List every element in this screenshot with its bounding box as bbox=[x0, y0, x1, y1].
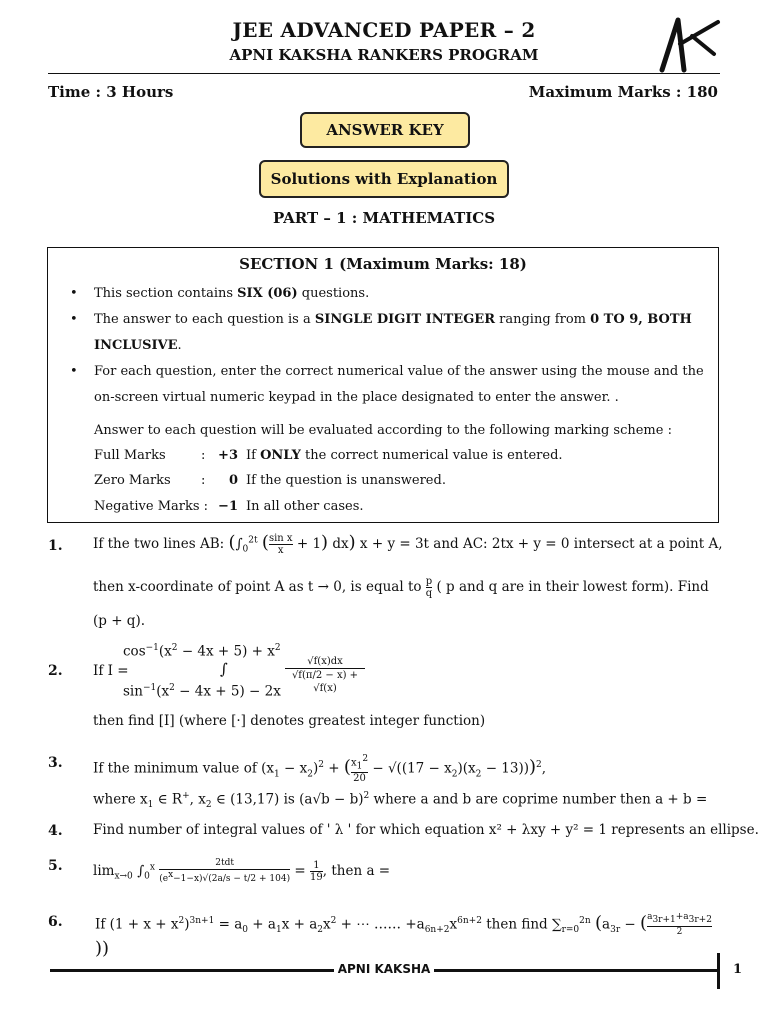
apni-kaksha-logo-icon bbox=[644, 14, 724, 78]
question-number: 4. bbox=[48, 823, 63, 839]
question-6-line: If $(1 + x + x^2)^{3n+1} = a_0 + a_1x + a_2x^2$ + ⋯ …… $+a_{6n+2}x^{6n+2}$ then find $\sum_{r=0}^{2n}$ ($a_{3r}$ − ( $\frac{a_{3r+1}+a_{3r+2}}{2}$ )) bbox=[95, 912, 712, 959]
marking-label: Zero Marks bbox=[94, 473, 171, 488]
question-1-text-2: ( p and q are in their lowest form). Find bbox=[436, 579, 709, 595]
section-title: SECTION 1 (Maximum Marks: 18) bbox=[239, 255, 527, 273]
footer-divider bbox=[50, 969, 334, 972]
bullet-icon: • bbox=[70, 364, 78, 379]
marking-colon: : bbox=[201, 448, 206, 463]
question-1-line-3: (p + q). bbox=[93, 613, 146, 629]
question-3-line-1: If the minimum value of $(x_1 - x_2)^2$ + ( $\frac{x_1^2}{20}$ − $√((17 - x_2)(x_2 - 13)))^2$, bbox=[93, 754, 547, 785]
marking-desc-post: the correct numerical value is entered. bbox=[300, 448, 563, 463]
marking-desc: In all other cases. bbox=[246, 499, 364, 514]
marking-value: −1 bbox=[218, 499, 238, 514]
question-6-if: If bbox=[95, 916, 106, 933]
part-title: PART – 1 : MATHEMATICS bbox=[272, 209, 496, 227]
marking-colon: : bbox=[201, 473, 206, 488]
footer-brand: APNI KAKSHA bbox=[337, 962, 431, 976]
marking-desc-bold: ONLY bbox=[260, 448, 301, 463]
instruction-2-text: The answer to each question is a bbox=[94, 312, 315, 327]
question-6-then: then find bbox=[486, 916, 548, 933]
question-2-line-2: then find [I] (where [·] denotes greatest integer function) bbox=[93, 713, 486, 729]
marking-label: Full Marks bbox=[94, 448, 166, 463]
instruction-2-mid: ranging from bbox=[495, 312, 591, 327]
question-5-text: then a = bbox=[331, 863, 391, 879]
instruction-1-end: questions. bbox=[297, 286, 370, 301]
marking-value: 0 bbox=[228, 473, 238, 488]
question-5-line: $\lim_{x\to 0} \int_0^x$ 2tdt $(e^x-1-x)√(2a/s - t/2 + 104)$ = $\frac{1}{19}$ , then a = bbox=[93, 858, 391, 884]
footer-page-bar bbox=[717, 953, 720, 989]
scheme-intro: Answer to each question will be evaluated according to the following marking scheme : bbox=[94, 423, 672, 438]
exam-max-marks: Maximum Marks : 180 bbox=[528, 83, 718, 101]
question-3-line-2: where $x_1$ ∈ R+, $x_2$ ∈ (13,17) is $(a√b - b)^2$ where a and b are coprime number then a + b = bbox=[93, 791, 708, 811]
question-3-text: If the minimum value of bbox=[93, 760, 257, 777]
page-title: JEE ADVANCED PAPER – 2 bbox=[232, 18, 536, 42]
page-number: 1 bbox=[733, 962, 743, 977]
instruction-1-text: This section contains bbox=[94, 286, 238, 301]
instruction-2 bbox=[94, 307, 704, 359]
question-number: 1. bbox=[48, 538, 63, 554]
marking-value: +3 bbox=[218, 448, 238, 463]
instruction-2-bold: SINGLE DIGIT INTEGER bbox=[314, 312, 496, 327]
instruction-2-end: . bbox=[177, 338, 182, 353]
solutions-badge: Solutions with Explanation bbox=[259, 160, 509, 198]
answer-key-badge: ANSWER KEY bbox=[300, 112, 470, 148]
header-divider bbox=[48, 73, 720, 74]
instruction-2-bold2: 0 TO 9, BOTH INCLUSIVE bbox=[94, 312, 692, 353]
instruction-1-bold: SIX (06) bbox=[237, 286, 298, 301]
question-number: 2. bbox=[48, 663, 63, 679]
marking-desc bbox=[246, 448, 563, 463]
question-2-upper-limit: $\cos^{-1}(x^2 - 4x + 5) + x^2$ bbox=[123, 643, 281, 660]
marking-label: Negative Marks : bbox=[94, 499, 209, 514]
question-1-text: then x-coordinate of point A as t → 0, is equal to bbox=[93, 579, 422, 595]
question-4-text: Find number of integral values of ' λ ' for which equation x² + λxy + y² = 1 represents an ellipse. bbox=[93, 822, 759, 838]
bullet-icon: • bbox=[70, 286, 78, 301]
instruction-1 bbox=[94, 281, 704, 307]
question-number: 3. bbox=[48, 755, 63, 771]
question-1-line-2: then x-coordinate of point A as t → 0, is equal to $\frac{p}{q}$ ( p and q are in their lowest form). Find bbox=[93, 576, 709, 599]
integral-sign: ∫ bbox=[220, 660, 228, 678]
question-2-integrand: √f(x)dx √f(π/2 − x) + √f(x) bbox=[285, 655, 365, 695]
section-instructions-box bbox=[47, 247, 719, 523]
question-2-prefix: If I = bbox=[93, 663, 129, 679]
footer-divider bbox=[434, 969, 718, 972]
bullet-icon: • bbox=[70, 312, 78, 327]
program-subtitle: APNI KAKSHA RANKERS PROGRAM bbox=[229, 46, 539, 64]
question-1-line-1: If the two lines AB: ($\int_0^{2t}$ ( $\frac{\text{sin x}}{x}$ + 1) dx) x + y = 3t and AC: 2tx + y = 0 intersect at a point A, bbox=[93, 532, 723, 556]
question-number: 5. bbox=[48, 858, 63, 874]
question-2-lower-limit: $\sin^{-1}(x^2 - 4x + 5) - 2x$ bbox=[123, 683, 281, 700]
question-3-where: where bbox=[93, 791, 136, 808]
marking-desc-pre: If bbox=[246, 448, 261, 463]
exam-time: Time : 3 Hours bbox=[48, 83, 174, 101]
marking-desc: If the question is unanswered. bbox=[246, 473, 446, 488]
instruction-3: For each question, enter the correct numerical value of the answer using the mouse and the on-screen virtual numeric keypad in the place designated to enter the answer. . bbox=[94, 364, 704, 405]
question-number: 6. bbox=[48, 914, 63, 930]
